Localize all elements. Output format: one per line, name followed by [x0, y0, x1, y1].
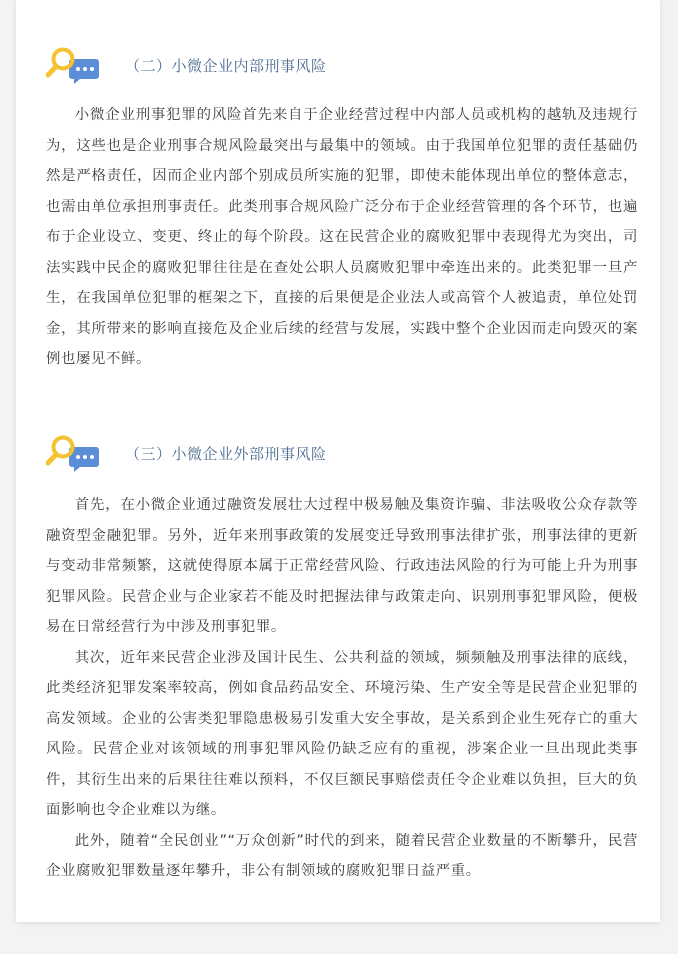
paragraph: 此外，随着“全民创业”“万众创新”时代的到来，随着民营企业数量的不断攀升，民营企业腐败犯罪数量逐年攀升，非公有制领域的腐败犯罪日益严重。 — [46, 832, 638, 879]
section-internal-risk — [46, 46, 638, 375]
paragraph: 小微企业刑事犯罪的风险首先来自于企业经营过程中内部人员或机构的越轨及违规行为，这些也是企业刑事合规风险最突出与最集中的领域。由于我国单位犯罪的责任基础仍然是严格责任，因而企业内部个别成员所实施的犯罪，即使未能体现出单位的整体意志，也需由单位承担刑事责任。此类刑事合规风险广泛分布于企业经营管理的各个环节，也遍布于企业设立、变更、终止的每个阶段。这在民营企业的腐败犯罪中表现得尤为突出，司法实践中民企的腐败犯罪往往是在查处公职人员腐败犯罪中牵连出来的。此类犯罪一旦产生，在我国单位犯罪的框架之下，直接的后果便是企业法人或高管个人被追责，单位处罚金，其所带来的影响直接危及企业后续的经营与发展，实践中整个企业因而走向毁灭的案例也屡见不鲜。 — [46, 107, 638, 367]
section-external-risk — [46, 434, 638, 887]
search-chat-icon — [46, 46, 100, 86]
section-body — [46, 490, 638, 887]
paragraph: 其次，近年来民营企业涉及国计民生、公共利益的领域，频频触及刑事法律的底线，此类经济犯罪发案率较高，例如食品药品安全、环境污染、生产安全等是民营企业犯罪的高发领域。企业的公害类犯罪隐患极易引发重大安全事故，是关系到企业生死存亡的重大风险。民营企业对该领域的刑事犯罪风险仍缺乏应有的重视，涉案企业一旦出现此类事件，其衍生出来的后果往往难以预料，不仅巨额民事赔偿责任令企业难以负担，巨大的负面影响也令企业难以为继。 — [46, 649, 638, 818]
paragraph: 首先，在小微企业通过融资发展壮大过程中极易触及集资诈骗、非法吸收公众存款等融资型金融犯罪。另外，近年来刑事政策的发展变迁导致刑事法律扩张，刑事法律的更新与变动非常频繁，这就使得原本属于正常经营风险、行政违法风险的行为可能上升为刑事犯罪风险。民营企业与企业家若不能及时把握法律与政策走向、识别刑事犯罪风险，便极易在日常经营行为中涉及刑事犯罪。 — [46, 497, 638, 635]
section-heading — [46, 46, 638, 86]
article-card — [16, 0, 660, 922]
section-body — [46, 100, 638, 375]
section-title: （二）小微企业内部刑事风险 — [125, 57, 327, 75]
search-chat-icon — [46, 434, 100, 474]
section-title: （三）小微企业外部刑事风险 — [125, 445, 327, 463]
section-heading — [46, 434, 638, 474]
